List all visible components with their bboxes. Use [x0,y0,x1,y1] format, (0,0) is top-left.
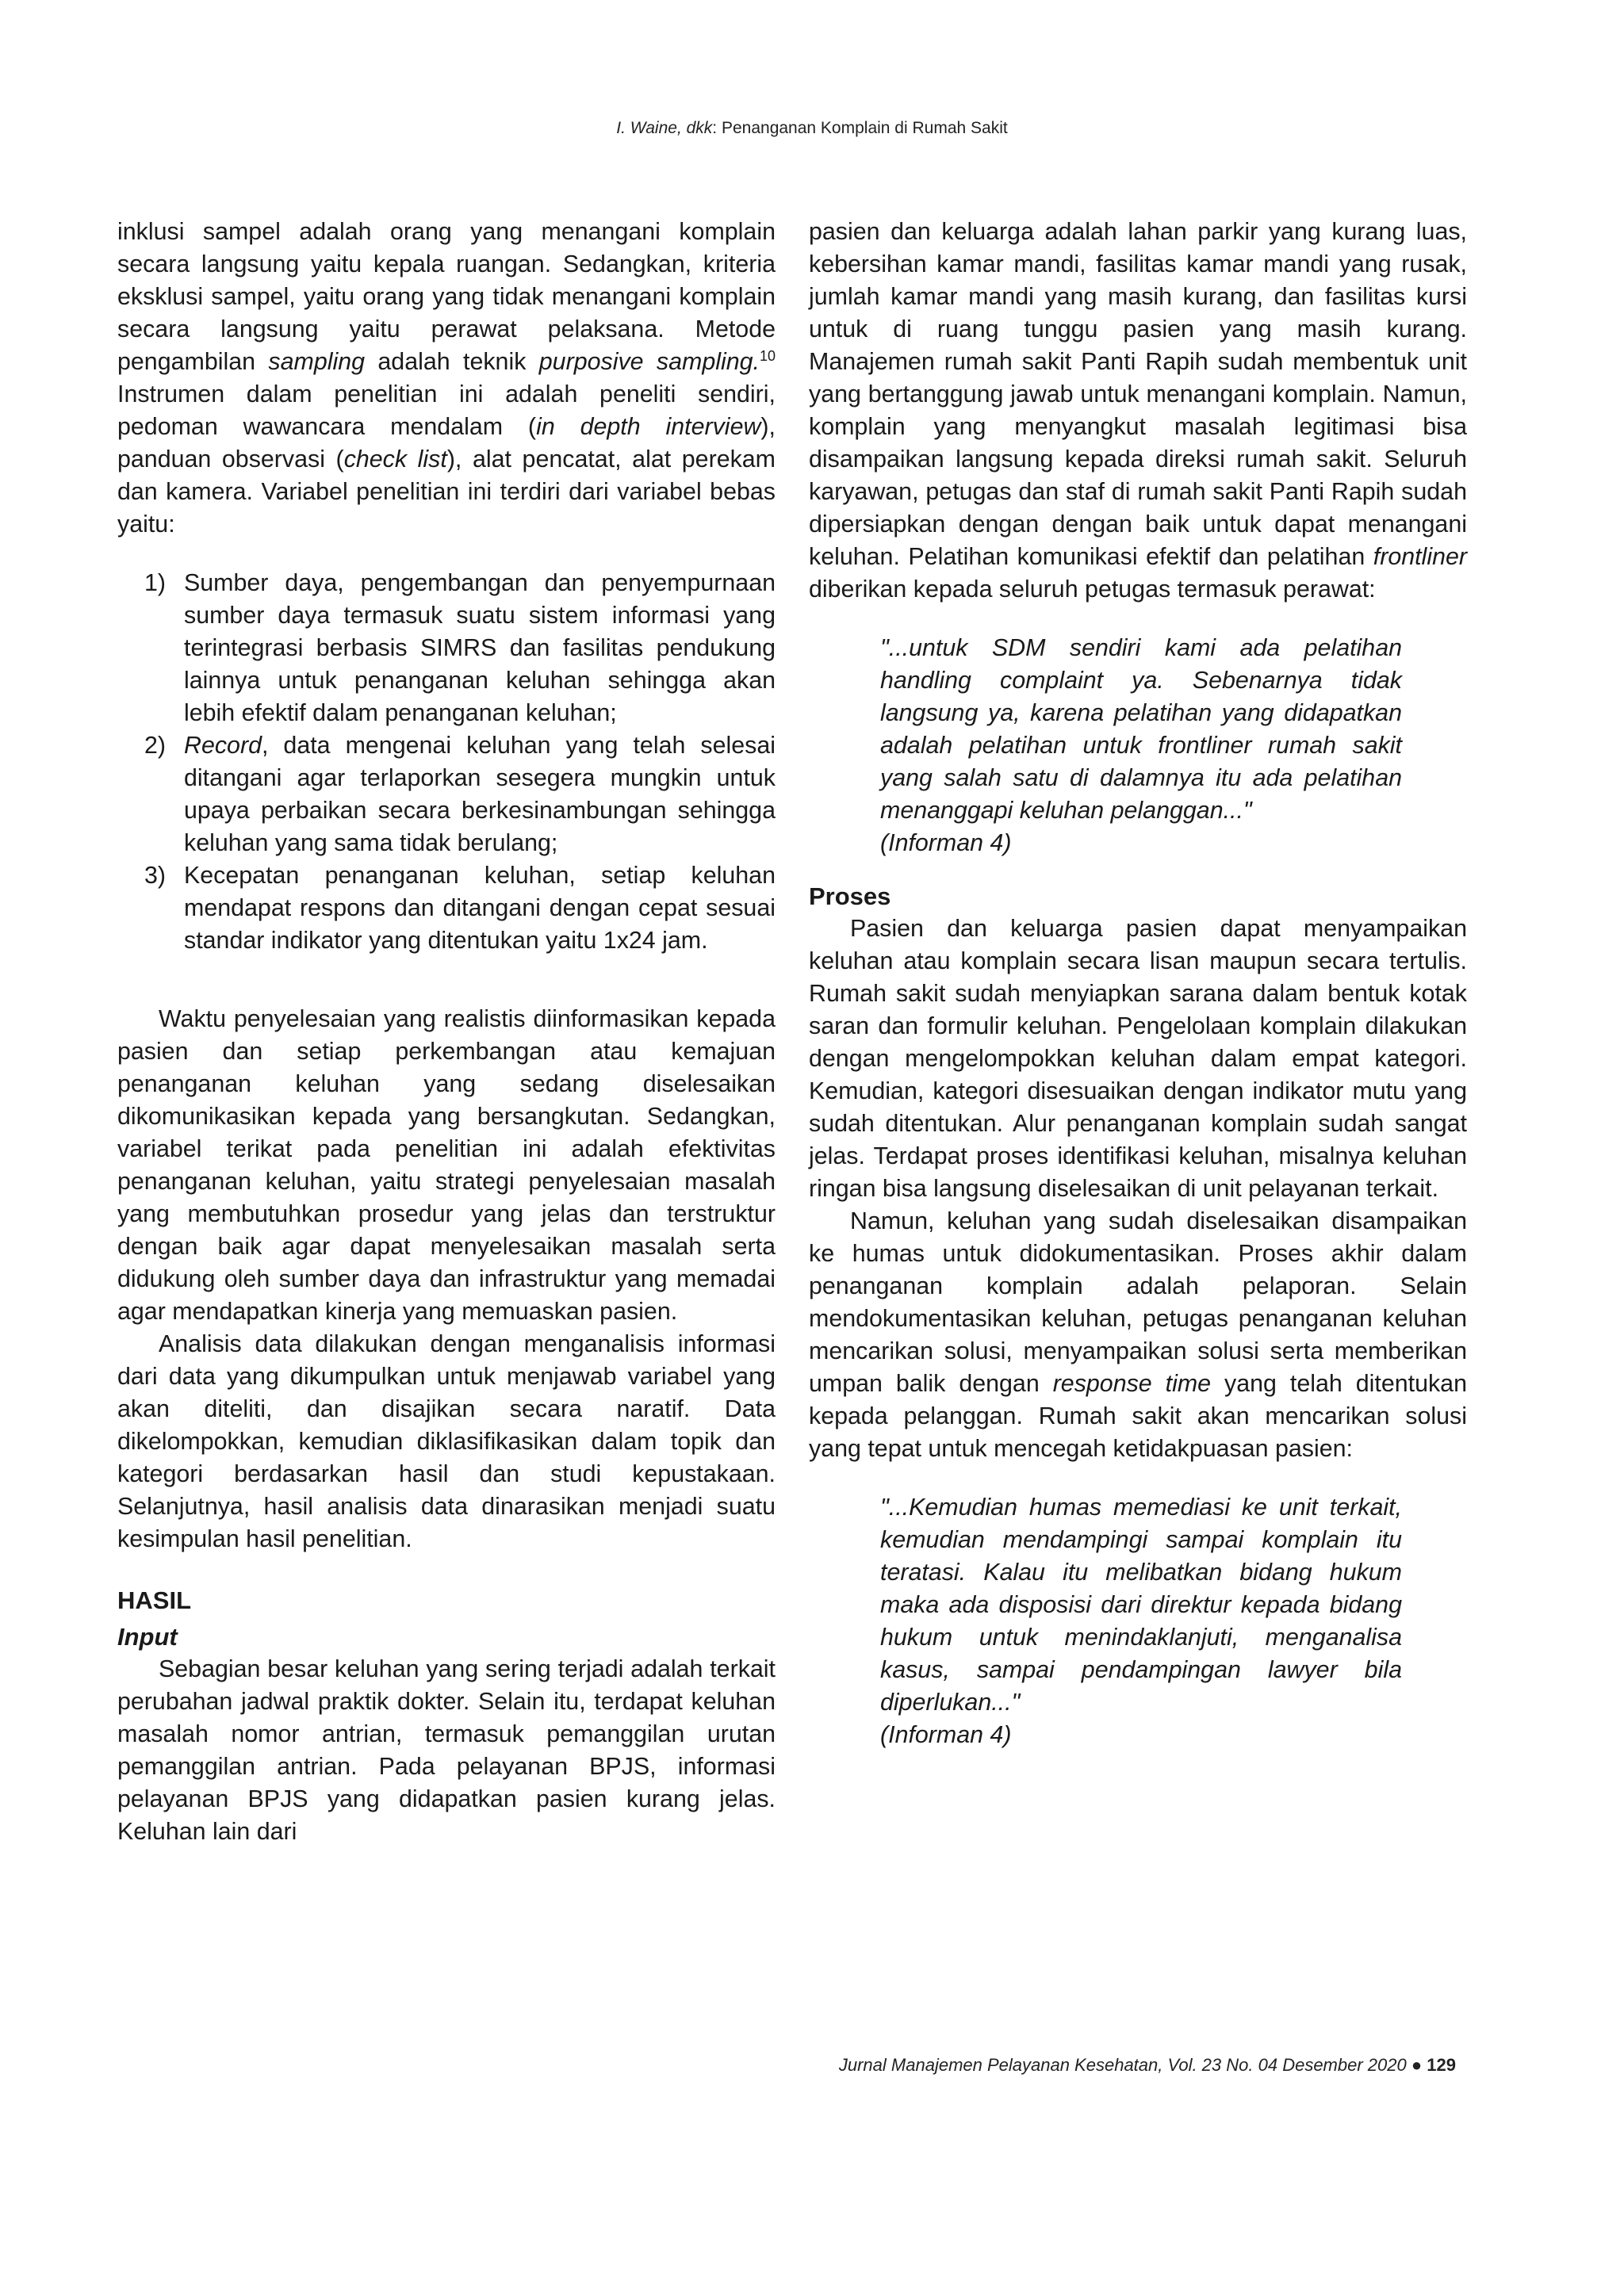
left-paragraph-3: Analisis data dilakukan dengan menganalisis informasi dari data yang dikumpulkan untuk menjawab variabel yang akan diteliti, dan disajikan secara naratif. Data dikelompokkan, kemudian diklasifikasikan dalam topik dan kategori berdasarkan hasil dan studi kepustakaan. Selanjutnya, hasil analisis data dinarasikan menjadi suatu kesimpulan hasil penelitian. [117,1330,776,1552]
text-run: yang telah ditentukan kepada pelanggan. Rumah sakit akan mencarikan solusi yang tepat untuk mencegah ketidakpuasan pasien: [809,1370,1467,1462]
list-text-italic: Record [184,732,262,759]
text-run: diberikan kepada seluruh petugas termasuk perawat: [809,576,1376,603]
bullet-separator: ● [1411,2055,1423,2075]
text-run-italic: purposive sampling. [538,348,760,375]
list-text: Kecepatan penanganan keluhan, setiap keluhan mendapat respons dan ditangani dengan cepat sesuai standar indikator yang ditentukan yaitu 1x24 jam. [184,862,776,954]
quote-source-2: (Informan 4) [880,1721,1012,1748]
text-run-italic: sampling [268,348,366,375]
text-run-italic: in depth interview [536,413,761,440]
right-column [809,216,1467,1751]
list-number: 1) [144,569,167,596]
list-number: 2) [144,732,167,759]
quote-source-1: (Informan 4) [880,829,1012,856]
list-text: Sumber daya, pengembangan dan penyempurnaan sumber daya termasuk suatu sistem informasi yang terintegrasi berbasis SIMRS dan fasilitas pendukung lainnya untuk penanganan keluhan sehingga akan lebih efektif dalam penanganan keluhan; [184,569,776,726]
text-run-italic: response time [1052,1370,1212,1397]
left-paragraph-2: Waktu penyelesaian yang realistis diinformasikan kepada pasien dan setiap perkembangan atau kemajuan penanganan keluhan yang sedang diselesaikan dikomunikasikan kepada yang bersangkutan. Sedangkan, variabel terikat pada penelitian ini adalah efektivitas penanganan keluhan, yaitu strategi penyelesaian masalah yang membutuhkan prosedur yang jelas dan terstruktur dengan baik agar dapat menyelesaikan masalah serta didukung oleh sumber daya dan infrastruktur yang memadai agar mendapatkan kinerja yang memuaskan pasien. [117,1005,776,1325]
page-footer [839,2055,1456,2076]
text-run: Namun, keluhan yang sudah diselesaikan disampaikan ke humas untuk didokumentasikan. Proses akhir dalam penanganan komplain adalah pelaporan. Selain mendokumentasikan keluhan, petugas penanganan keluhan mencarikan solusi, menyampaikan solusi serta memberikan umpan balik dengan [809,1207,1467,1397]
page-number: 129 [1427,2055,1456,2075]
header-title: : Penanganan Komplain di Rumah Sakit [712,119,1008,137]
citation-ref: 10 [759,347,776,364]
journal-citation: Jurnal Manajemen Pelayanan Kesehatan, Vol. 23 No. 04 Desember 2020 [838,2055,1407,2075]
text-run: ), panduan observasi ( [117,413,776,473]
heading-hasil: HASIL [117,1586,191,1614]
heading-proses: Proses [809,882,891,910]
left-column [117,216,776,1848]
text-run: inklusi sampel adalah orang yang menangani komplain secara langsung yaitu kepala ruangan. Sedangkan, kriteria eksklusi sampel, yaitu orang yang tidak menangani komplain secara langsung yaitu perawat pelaksana. Metode pengambilan [117,218,776,375]
left-paragraph-4: Sebagian besar keluhan yang sering terjadi adalah terkait perubahan jadwal praktik dokter. Selain itu, terdapat keluhan masalah nomor antrian, termasuk pemanggilan urutan pemanggilan antrian. Pada pelayanan BPJS, informasi pelayanan BPJS yang didapatkan pasien kurang jelas. Keluhan lain dari [117,1655,776,1845]
text-run: ), alat pencatat, alat perekam dan kamera. Variabel penelitian ini terdiri dari variabel bebas yaitu: [117,446,776,538]
text-run: Instrumen dalam penelitian ini adalah peneliti sendiri, pedoman wawancara mendalam ( [117,381,776,440]
heading-input: Input [117,1623,178,1651]
right-paragraph-3 [809,1205,1467,1465]
interview-quote-2: "...Kemudian humas memediasi ke unit terkait, kemudian mendampingi sampai komplain itu teratasi. Kalau itu melibatkan bidang hukum maka ada disposisi dari direktur kepada bidang hukum untuk menindaklanjuti, menganalisa kasus, sampai pendampingan lawyer bila diperlukan..." [880,1494,1402,1716]
text-run: pasien dan keluarga adalah lahan parkir yang kurang luas, kebersihan kamar mandi, fasilitas kamar mandi yang rusak, jumlah kamar mandi yang masih kurang, dan fasilitas kursi untuk di ruang tunggu pasien yang masih kurang. Manajemen rumah sakit Panti Rapih sudah membentuk unit yang bertanggung jawab untuk menangani komplain. Namun, komplain yang menyangkut masalah legitimasi bisa disampaikan langsung kepada direksi rumah sakit. Seluruh karyawan, petugas dan staf di rumah sakit Panti Rapih sudah dipersiapkan dengan dengan baik untuk dapat menangani keluhan. Pelatihan komunikasi efektif dan pelatihan [809,218,1467,570]
list-text: , data mengenai keluhan yang telah selesai ditangani agar terlaporkan sesegera mungkin untuk upaya perbaikan secara berkesinambungan sehingga keluhan yang sama tidak berulang; [184,732,776,856]
variable-list [117,567,776,957]
list-item [144,859,776,957]
interview-quote-1: "...untuk SDM sendiri kami ada pelatihan handling complaint ya. Sebenarnya tidak langsung ya, karena pelatihan yang didapatkan adalah pelatihan untuk frontliner rumah sakit yang salah satu di dalamnya itu ada pelatihan menanggapi keluhan pelanggan..." [880,634,1402,824]
list-number: 3) [144,862,167,889]
right-paragraph-2: Pasien dan keluarga pasien dapat menyampaikan keluhan atau komplain secara lisan maupun secara tertulis. Rumah sakit sudah menyiapkan sarana dalam bentuk kotak saran dan formulir keluhan. Pengelolaan komplain dilakukan dengan mengelompokkan keluhan dalam empat kategori. Kemudian, kategori disesuaikan dengan indikator mutu yang sudah ditentukan. Alur penanganan komplain sudah sangat jelas. Terdapat proses identifikasi keluhan, misalnya keluhan ringan bisa langsung diselesaikan di unit pelayanan terkait. [809,915,1467,1202]
list-item [144,729,776,859]
right-paragraph-1 [809,216,1467,606]
running-head [0,119,1624,138]
list-item [144,567,776,729]
text-run-italic: frontliner [1373,543,1467,570]
text-run-italic: check list [343,446,447,473]
header-authors: I. Waine, dkk [616,119,713,137]
text-run: adalah teknik [365,348,539,375]
left-paragraph-1 [117,216,776,541]
